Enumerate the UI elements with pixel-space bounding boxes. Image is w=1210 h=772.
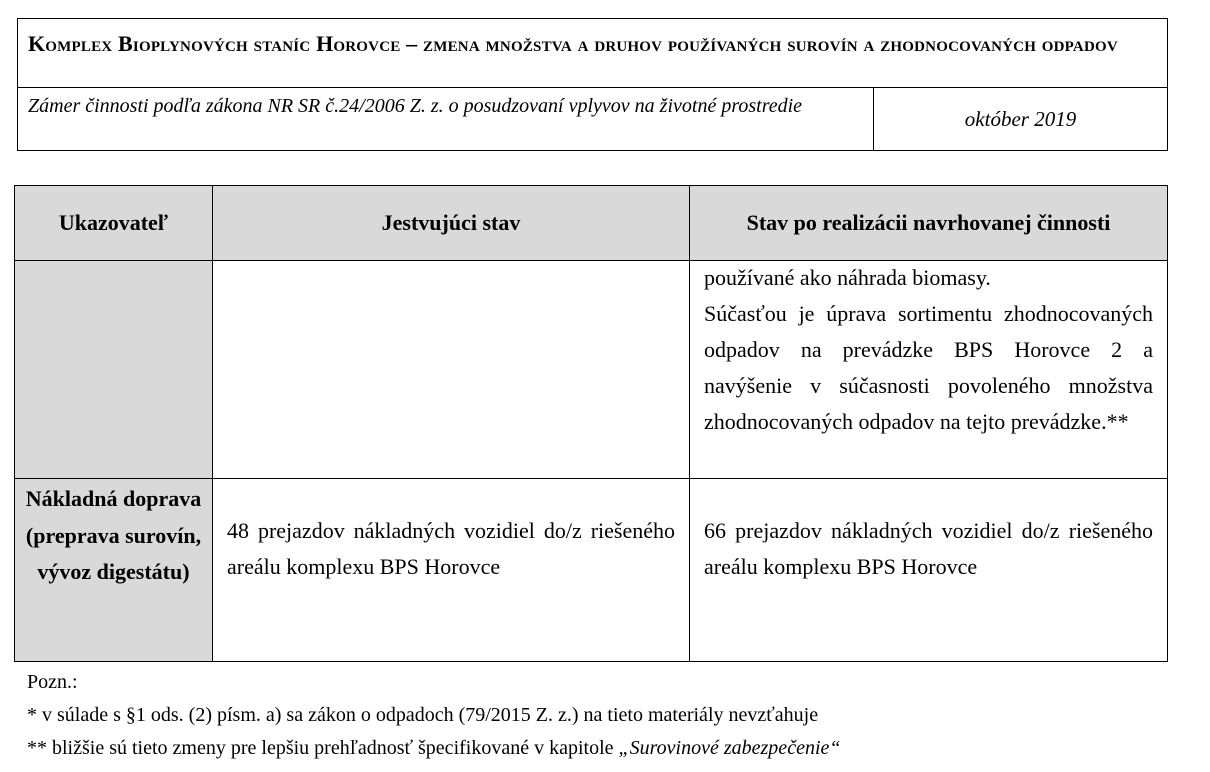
transport-proposed-value: 66 prejazdov nákladných vozidiel do/z riešeného areálu komplexu BPS Horovce — [704, 518, 1153, 579]
column-header-proposed-label: Stav po realizácii navrhovanej činnosti — [746, 210, 1111, 235]
document-header — [17, 18, 1168, 151]
transport-current-value: 48 prejazdov nákladných vozidiel do/z riešeného areálu komplexu BPS Horovce — [227, 518, 675, 579]
table-divider — [689, 186, 690, 661]
table-divider — [15, 478, 1167, 479]
column-header-indicator-label: Ukazovateľ — [58, 210, 169, 235]
notes-heading: Pozn.: — [27, 671, 78, 693]
transport-label: Nákladná doprava (preprava surovín, vývoz digestátu) — [25, 486, 202, 584]
column-header-indicator — [15, 186, 212, 260]
footnote-2-chapter: „Surovinové zabezpečenie“ — [618, 737, 841, 759]
proposed-line-2: Súčasťou je úprava sortimentu zhodnocovaných odpadov na prevádzke BPS Horovce 2 a navýšenie v súčasnosti povoleného množstva zhodnocovaných odpadov na tejto prevádzke.** — [704, 301, 1153, 434]
table-row-2-current — [213, 513, 689, 653]
footnote-2-text: ** bližšie sú tieto zmeny pre lepšiu prehľadnosť špecifikované v kapitole — [27, 737, 619, 759]
document-date: október 2019 — [964, 107, 1077, 131]
table-row-1-proposed — [690, 260, 1167, 477]
proposed-line-1: používané ako náhrada biomasy. — [704, 265, 991, 290]
document-subtitle: Zámer činnosti podľa zákona NR SR č.24/2006 Z. z. o posudzovaní vplyvov na životné prostredie — [18, 88, 874, 151]
table-row-2-label — [15, 479, 212, 661]
column-header-proposed — [690, 186, 1167, 260]
table-row-1-label — [15, 261, 212, 478]
comparison-table — [14, 185, 1168, 662]
document-title: Komplex Bioplynových staníc Horovce – zmena množstva a druhov používaných surovín a zhodnocovaných odpadov — [18, 19, 1167, 88]
column-header-current — [213, 186, 689, 260]
table-row-2-proposed — [690, 513, 1167, 653]
table-divider — [212, 186, 213, 661]
table-row-1-current — [213, 261, 689, 478]
footnote-2 — [27, 732, 841, 765]
footnote-1: * v súlade s §1 ods. (2) písm. a) sa zákon o odpadoch (79/2015 Z. z.) na tieto materiály nevzťahuje — [27, 704, 819, 726]
table-divider — [15, 260, 1167, 261]
footnotes — [27, 666, 841, 765]
column-header-current-label: Jestvujúci stav — [381, 210, 521, 235]
